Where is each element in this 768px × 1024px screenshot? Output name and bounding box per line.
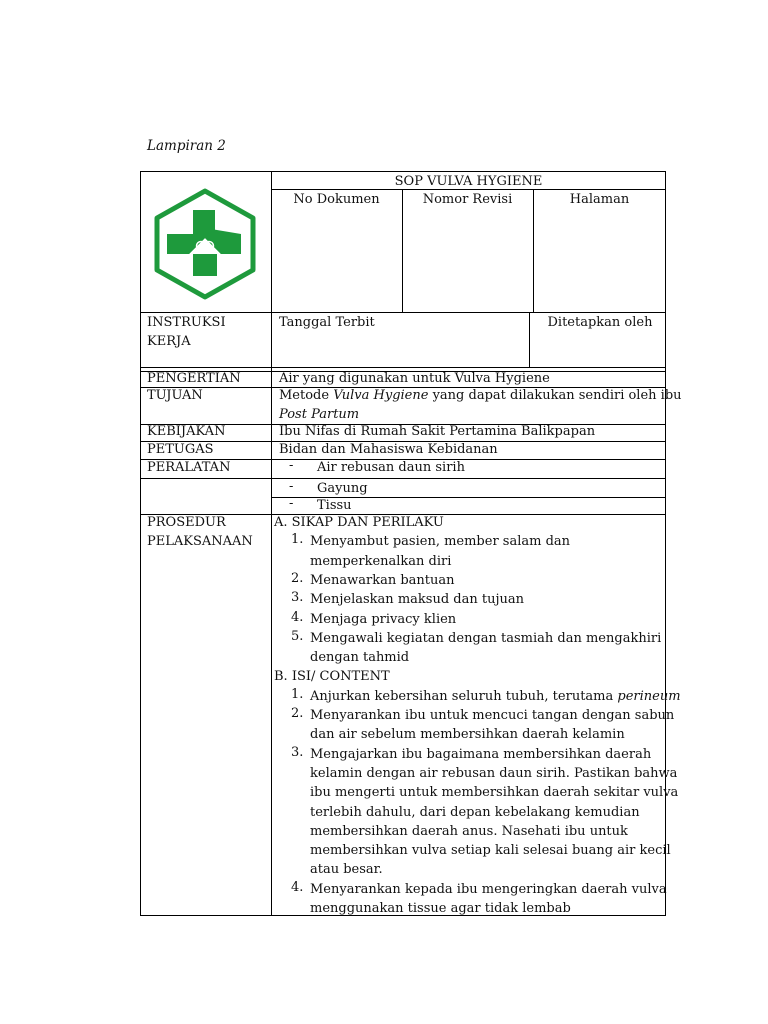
prosedur-label: PROSEDUR bbox=[147, 515, 226, 530]
list-item-line: membersihkan vulva setiap kali selesai buang air kecil bbox=[310, 843, 671, 859]
list-number: 2. bbox=[291, 706, 304, 721]
list-item-line: dan air sebelum membersihkan daerah kelamin bbox=[310, 727, 625, 743]
list-item-line: dengan tahmid bbox=[310, 650, 410, 666]
petugas-value: Bidan dan Mahasiswa Kebidanan bbox=[279, 442, 498, 457]
list-number: 3. bbox=[291, 590, 304, 606]
peralatan-label: PERALATAN bbox=[147, 460, 231, 475]
tujuan-label: TUJUAN bbox=[147, 388, 203, 403]
list-number: 3. bbox=[291, 744, 304, 760]
peralatan-item-2: Gayung bbox=[317, 481, 368, 496]
list-item-line: atau besar. bbox=[310, 862, 383, 878]
rule-col-main bbox=[271, 172, 272, 916]
list-item-line: menggunakan tissue agar tidak lembab bbox=[310, 901, 571, 916]
list-number: 4. bbox=[291, 879, 304, 895]
list-item-line: membersihkan daerah anus. Nasehati ibu untuk bbox=[310, 823, 628, 839]
list-number: 4. bbox=[291, 609, 304, 625]
ditetapkan-oleh: Ditetapkan oleh bbox=[547, 315, 653, 330]
list-number: 1. bbox=[291, 686, 304, 702]
sop-document-table bbox=[140, 171, 682, 916]
rule-instruksi-bottom bbox=[141, 367, 666, 368]
pengertian-value: Air yang digunakan untuk Vulva Hygiene bbox=[279, 371, 550, 386]
col-no-dokumen: No Dokumen bbox=[293, 192, 380, 207]
tujuan-em-1: Vulva Hygiene bbox=[333, 388, 429, 403]
list-item-line: memperkenalkan diri bbox=[310, 553, 452, 569]
instruksi-label: INSTRUKSI bbox=[147, 315, 226, 330]
section-a-heading: A. SIKAP DAN PERILAKU bbox=[274, 515, 444, 530]
sop-title: SOP VULVA HYGIENE bbox=[394, 174, 543, 189]
list-item-line: Menjelaskan maksud dan tujuan bbox=[310, 592, 524, 608]
petugas-label: PETUGAS bbox=[147, 442, 214, 457]
peralatan-item-3: Tissu bbox=[317, 498, 352, 513]
rule-peralatan bbox=[141, 478, 666, 479]
list-item-line: Menyarankan kepada ibu mengeringkan daerah vulva bbox=[310, 881, 667, 897]
kebijakan-value: Ibu Nifas di Rumah Sakit Pertamina Balikpapan bbox=[279, 424, 596, 439]
kerja-label: KERJA bbox=[147, 334, 191, 349]
list-number: 2. bbox=[291, 570, 304, 586]
list-item-line: Menjaga privacy klien bbox=[310, 611, 457, 627]
list-item-line: Menawarkan bantuan bbox=[310, 572, 455, 588]
list-item-line: ibu mengerti untuk membersihkan daerah sekitar vulva bbox=[310, 785, 679, 801]
list-item-line bbox=[310, 687, 681, 706]
tujuan-value bbox=[279, 386, 682, 405]
peralatan-dash-1: - bbox=[289, 458, 294, 473]
rule-col-terbit bbox=[529, 312, 530, 368]
tujuan-text-1: Metode bbox=[279, 388, 334, 403]
tujuan-em-2: Post Partum bbox=[279, 407, 360, 422]
pelaksanaan-label: PELAKSANAAN bbox=[147, 534, 253, 549]
section-b-heading: B. ISI/ CONTENT bbox=[274, 669, 390, 685]
list-number: 1. bbox=[291, 532, 304, 548]
b1-text: Anjurkan kebersihan seluruh tubuh, terutama bbox=[310, 688, 618, 704]
list-number: 5. bbox=[291, 628, 304, 644]
list-item-line: Mengajarkan ibu bagaimana membersihkan daerah bbox=[310, 746, 652, 762]
peralatan-item-1: Air rebusan daun sirih bbox=[317, 460, 465, 475]
list-item-line: Mengawali kegiatan dengan tasmiah dan mengakhiri bbox=[310, 630, 662, 646]
list-item-line: Menyambut pasien, member salam dan bbox=[310, 534, 571, 550]
health-cross-logo bbox=[153, 188, 257, 300]
tujuan-text-2: yang dapat dilakukan sendiri oleh ibu bbox=[428, 388, 682, 403]
peralatan-dash-2: - bbox=[289, 479, 294, 494]
peralatan-dash-3: - bbox=[289, 496, 294, 511]
list-item-line: terlebih dahulu, dari depan kebelakang kemudian bbox=[310, 804, 640, 820]
list-item-line: Menyarankan ibu untuk mencuci tangan dengan sabun bbox=[310, 708, 675, 723]
kebijakan-label: KEBIJAKAN bbox=[147, 424, 226, 439]
list-item-line: kelamin dengan air rebusan daun sirih. Pastikan bahwa bbox=[310, 765, 678, 781]
pengertian-label: PENGERTIAN bbox=[147, 371, 241, 386]
col-nomor-revisi: Nomor Revisi bbox=[422, 192, 513, 207]
b1-em: perineum bbox=[617, 688, 681, 704]
tanggal-terbit: Tanggal Terbit bbox=[279, 315, 375, 330]
lampiran-label: Lampiran 2 bbox=[147, 138, 226, 154]
col-halaman: Halaman bbox=[569, 192, 630, 207]
